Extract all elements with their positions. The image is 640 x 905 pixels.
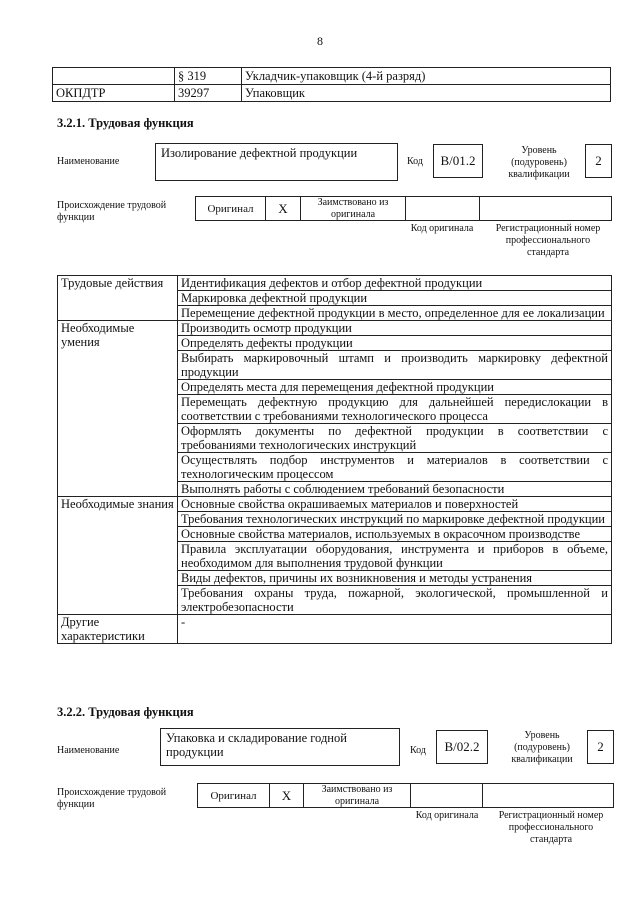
table-cell: Определять места для перемещения дефектной продукции: [178, 380, 612, 395]
table-row: [58, 321, 612, 336]
reg-number-caption: Регистрационный номер профессионального стандарта: [498, 810, 604, 845]
borrowed-label: Заимствовано из оригинала: [304, 784, 411, 807]
section-title: 3.2.2. Трудовая функция: [57, 705, 194, 719]
reg-number-cell: [483, 784, 613, 807]
category-label: Необходимые знания: [58, 497, 178, 615]
okpdtr-col2: 39297: [175, 85, 242, 102]
category-label: Необходимые умения: [58, 321, 178, 497]
table-row: [58, 497, 612, 512]
table-row: [58, 615, 612, 644]
table-cell: Правила эксплуатации оборудования, инструмента и приборов в объеме, необходимом для выполнения трудовой функции: [178, 542, 612, 571]
origin-row: [195, 196, 612, 221]
code-original-caption: Код оригинала: [415, 810, 479, 821]
level-label: Уровень (подуровень) квалификации: [508, 145, 570, 180]
table-row: [58, 276, 612, 291]
code-label: Код: [407, 156, 423, 167]
table-cell: Выполнять работы с соблюдением требований безопасности: [178, 482, 612, 497]
x-mark: X: [266, 197, 301, 220]
table-cell: Маркировка дефектной продукции: [178, 291, 612, 306]
okpdtr-col1: ОКПДТР: [53, 85, 175, 102]
function-name: Упаковка и складирование годной продукции: [160, 728, 400, 766]
table-cell: Перемещать дефектную продукцию для дальнейшей передислокации в соответствии с требованиями технологического процесса: [178, 395, 612, 424]
category-label: Трудовые действия: [58, 276, 178, 321]
okpdtr-col3: Укладчик-упаковщик (4-й разряд): [242, 68, 611, 85]
table-cell: Требования технологических инструкций по маркировке дефектной продукции: [178, 512, 612, 527]
table-cell: Основные свойства окрашиваемых материалов и поверхностей: [178, 497, 612, 512]
table-cell: Идентификация дефектов и отбор дефектной продукции: [178, 276, 612, 291]
table-cell: Перемещение дефектной продукции в место, определенное для ее локализации: [178, 306, 612, 321]
code-original-cell: [406, 197, 480, 220]
table-cell: Выбирать маркировочный штамп и производить маркировку дефектной продукции: [178, 351, 612, 380]
page-number: 8: [317, 34, 323, 48]
code-label: Код: [410, 745, 426, 756]
origin-label: Происхождение трудовой функции: [57, 200, 167, 223]
origin-label: Происхождение трудовой функции: [57, 787, 167, 810]
reg-number-cell: [480, 197, 611, 220]
function-code: В/01.2: [433, 144, 483, 178]
name-label: Наименование: [57, 745, 120, 756]
name-label: Наименование: [57, 156, 120, 167]
okpdtr-col1: [53, 68, 175, 85]
table-cell: -: [178, 615, 612, 644]
function-name: Изолирование дефектной продукции: [155, 143, 398, 181]
okpdtr-table: [52, 67, 611, 102]
x-mark: X: [270, 784, 304, 807]
origin-row: [197, 783, 614, 808]
table-cell: Осуществлять подбор инструментов и материалов в соответствии с технологическим процессом: [178, 453, 612, 482]
reg-number-caption: Регистрационный номер профессионального стандарта: [495, 223, 601, 258]
table-cell: Оформлять документы по дефектной продукции в соответствии с требованиями технологических инструкций: [178, 424, 612, 453]
level-label: Уровень (подуровень) квалификации: [511, 730, 573, 765]
category-label: Другие характеристики: [58, 615, 178, 644]
code-original-cell: [411, 784, 483, 807]
original-label: Оригинал: [196, 197, 266, 220]
section-title: 3.2.1. Трудовая функция: [57, 116, 194, 130]
qualification-level: 2: [587, 730, 614, 764]
table-cell: Виды дефектов, причины их возникновения и методы устранения: [178, 571, 612, 586]
original-label: Оригинал: [198, 784, 270, 807]
table-cell: Производить осмотр продукции: [178, 321, 612, 336]
table-cell: Определять дефекты продукции: [178, 336, 612, 351]
function-code: В/02.2: [436, 730, 488, 764]
labor-function-table: [57, 275, 612, 644]
table-cell: Требования охраны труда, пожарной, экологической, промышленной и электробезопасности: [178, 586, 612, 615]
borrowed-label: Заимствовано из оригинала: [301, 197, 406, 220]
qualification-level: 2: [585, 144, 612, 178]
table-cell: Основные свойства материалов, используемых в окрасочном производстве: [178, 527, 612, 542]
code-original-caption: Код оригинала: [410, 223, 474, 234]
okpdtr-col3: Упаковщик: [242, 85, 611, 102]
okpdtr-col2: § 319: [175, 68, 242, 85]
table-row: [53, 68, 611, 85]
table-row: [53, 85, 611, 102]
